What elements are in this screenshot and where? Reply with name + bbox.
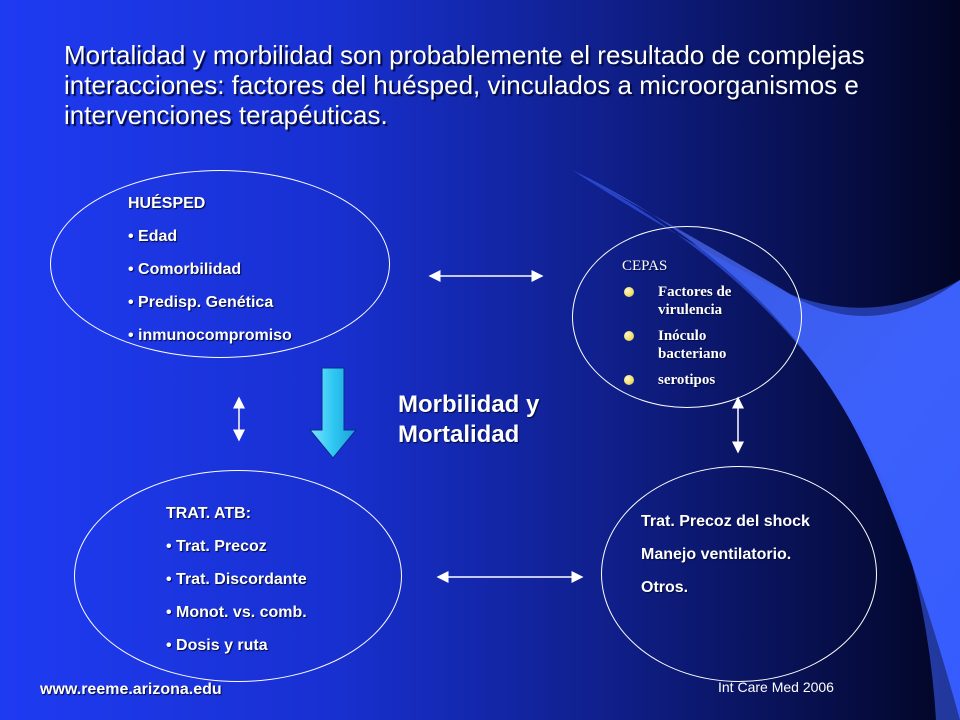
trat-shock-item: Manejo ventilatorio. — [641, 546, 792, 563]
huesped-item: • Comorbilidad — [128, 261, 242, 278]
cepas-item-label: Factores de virulencia — [658, 284, 732, 318]
trat-atb-item: • Monot. vs. comb. — [166, 604, 307, 621]
footer-url[interactable]: www.reeme.arizona.edu — [40, 681, 222, 698]
huesped-heading: HUÉSPED — [128, 195, 206, 212]
center-label-line2: Mortalidad — [398, 421, 520, 448]
trat-shock-item: Trat. Precoz del shock — [641, 513, 810, 530]
down-arrow-icon — [310, 368, 356, 458]
trat-shock-item: Otros. — [641, 579, 689, 596]
slide-title: Mortalidad y morbilidad son probablemente el resultado de complejas interacciones: factores del huésped, vinculados a microorganismos e intervenciones terapéuticas. — [64, 40, 865, 130]
huesped-item: • Predisp. Genética — [128, 294, 274, 311]
trat-atb-item: • Trat. Discordante — [166, 571, 307, 588]
citation: Int Care Med 2006 — [718, 679, 834, 695]
cepas-item-label: serotipos — [658, 372, 716, 388]
cepas-heading: CEPAS — [622, 258, 668, 274]
trat-atb-heading: TRAT. ATB: — [166, 505, 252, 522]
cepas-item-label: Inóculo bacteriano — [658, 328, 727, 362]
trat-atb-item: • Dosis y ruta — [166, 637, 268, 654]
huesped-item: • Edad — [128, 228, 178, 245]
center-label-line1: Morbilidad y — [398, 391, 540, 418]
trat-atb-item: • Trat. Precoz — [166, 538, 267, 555]
huesped-item: • inmunocompromiso — [128, 327, 292, 344]
